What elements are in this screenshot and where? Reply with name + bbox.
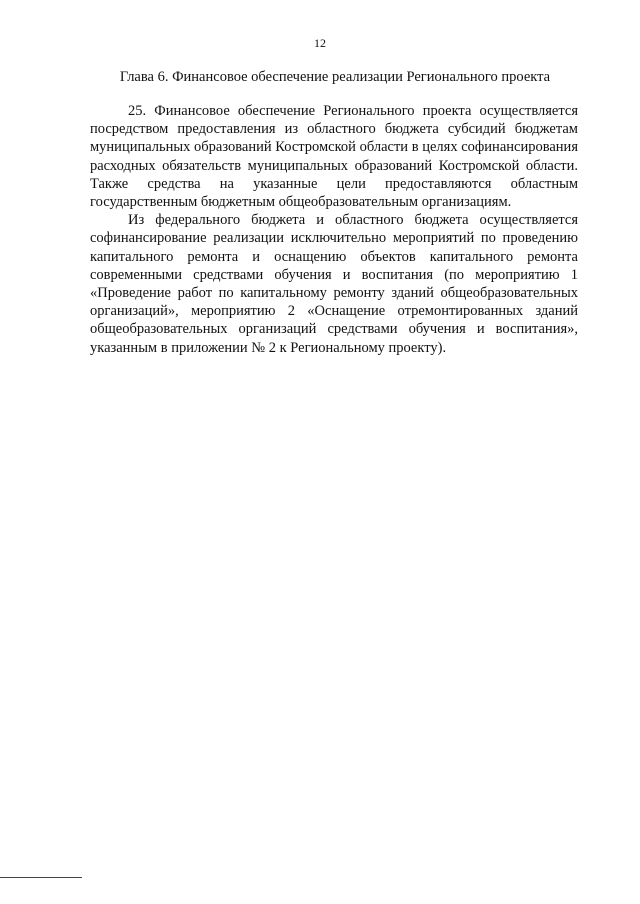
footnote-rule — [0, 877, 82, 878]
chapter-title: Глава 6. Финансовое обеспечение реализации Регионального проекта — [119, 69, 551, 85]
paragraph-25: 25. Финансовое обеспечение Регионального проекта осуществляется посредством предоставления из областного бюджета субсидий бюджетам муниципальных образований Костромской области в целях софинансирования расходных обязательств муниципальных образований Костромской области. Также средства на указанные цели предоставляются областным государственным бюджетным общеобразовательным организациям. — [90, 103, 578, 211]
page-number: 12 — [314, 36, 326, 50]
paragraph-cofinancing: Из федерального бюджета и областного бюджета осуществляется софинансирование реализации исключительно мероприятий по проведению капитального ремонта и оснащению объектов капитального ремонта современными средствами обучения и воспитания (по мероприятию 1 «Проведение работ по капитальному ремонту зданий общеобразовательных организаций», мероприятию 2 «Оснащение отремонтированных зданий общеобразовательных организаций средствами обучения и воспитания», указанным в приложении № 2 к Региональному проекту). — [90, 212, 578, 356]
document-body — [90, 102, 578, 357]
